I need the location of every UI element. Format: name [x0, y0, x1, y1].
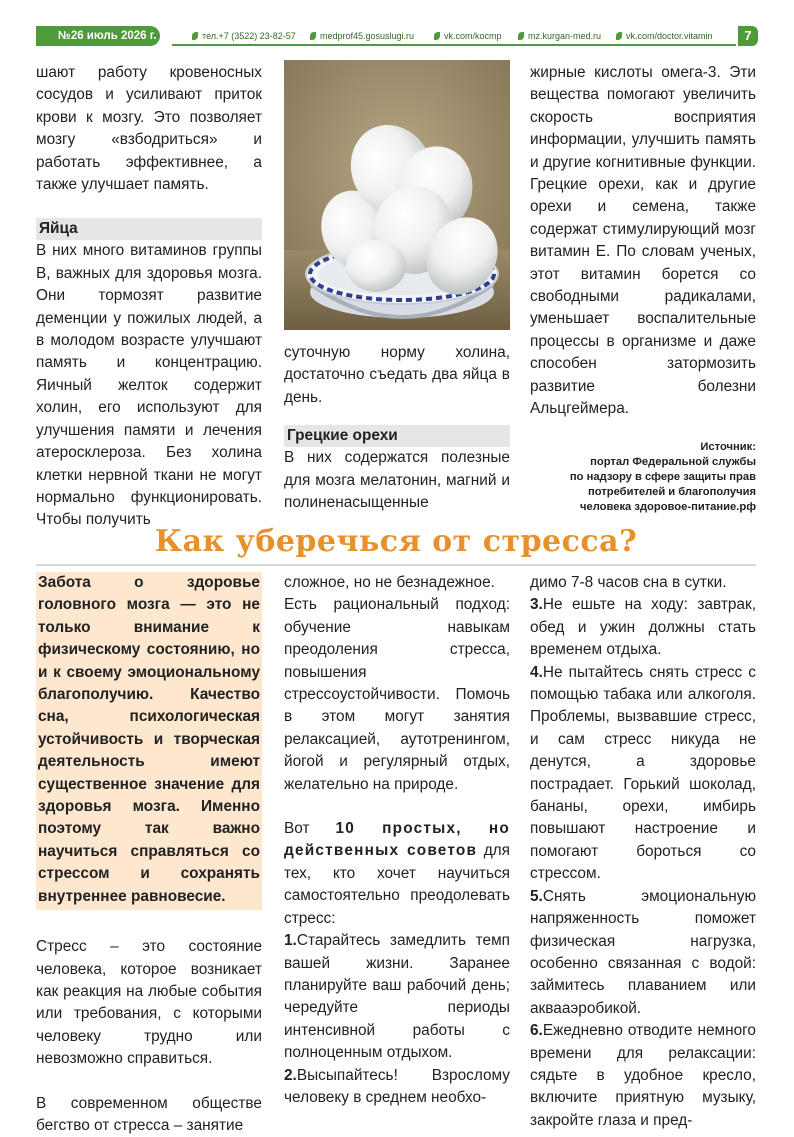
column-2-upper [284, 342, 510, 514]
column-1-lower [36, 572, 262, 1137]
column-2-lower [284, 572, 510, 1109]
eggs-text: В них много витаминов группы В, важных для здоровья мозга. Они тормозят развитие деменции у пожилых людей, а в молодом возрасте улучшают память и концентрацию. Яичный желток содержит холин, его используют для улучшения памяти и лечения атеросклероза. Без холина клетки нервной ткани не могут нормально функционировать. Чтобы получить [36, 242, 262, 529]
rational-approach-text: Есть рациональный подход: обучение навыкам преодоления стресса, повышения стрессоустойчивости. Помочь в этом могут занятия релаксацией, аутотренингом, йогой и регулярный отдых, желательно на природе. [284, 596, 510, 793]
column-3-lower [530, 572, 756, 1132]
walnuts-text: В них содержатся полезные для мозга мелатонин, магний и полиненасыщенные [284, 449, 510, 512]
tip-number: 1. [284, 932, 297, 950]
contact-phone: тел.+7 (3522) 23-82-57 [192, 30, 296, 42]
tip-5 [530, 886, 756, 1020]
source-line: потребителей и благополучия [587, 486, 756, 498]
page-header [0, 0, 794, 48]
eggs-text-continued: суточную норму холина, достаточно съедать два яйца в день. [284, 344, 510, 406]
column-1-upper [36, 62, 262, 532]
tips-intro-text [284, 818, 510, 930]
source-credit [520, 440, 756, 515]
eggs-bowl-photo [284, 60, 510, 330]
tip-number: 5. [530, 887, 543, 905]
col1-intro-text: шают работу кровеносных сосудов и усиливают приток крови к мозгу. Это позволяет мозгу «взбодриться» и работать эффективнее, а также улучшает память. [36, 64, 262, 194]
eggs-illustration [284, 60, 510, 330]
page-number: 7 [738, 26, 758, 46]
tips-intro-start: Вот [284, 820, 336, 838]
tip-2-continued: димо 7-8 часов сна в сутки. [530, 574, 727, 591]
source-line: портал Федеральной службы [590, 456, 756, 468]
stress-definition-text: Стресс – это состояние человека, которое возникает как реакция на любые события или требования, с которыми человеку трудно или невозможно справиться. [36, 938, 262, 1068]
tip-number: 4. [530, 663, 543, 681]
tip-text: Не ешьте на ходу: завтрак, обед и ужин должны стать временем отдыха. [530, 596, 756, 659]
contact-website-kurgan-med[interactable]: mz.kurgan-med.ru [518, 30, 601, 42]
tip-number: 6. [530, 1022, 543, 1040]
contact-vk-doctor-vitamin[interactable]: vk.com/doctor.vitamin [616, 30, 713, 42]
source-label: Источник: [700, 441, 756, 453]
contact-website-medprof[interactable]: medprof45.gosuslugi.ru [310, 30, 414, 42]
not-hopeless-text: сложное, но не безнадежное. [284, 574, 495, 591]
tip-number: 3. [530, 596, 543, 614]
tip-1 [284, 930, 510, 1064]
source-line: человека здоровое-питание.рф [580, 501, 756, 513]
column-3-upper [530, 62, 756, 421]
walnuts-heading: Грецкие орехи [284, 425, 510, 447]
walnuts-text-continued: жирные кислоты омега-3. Эти вещества помогают увеличить скорость восприятия информации, улучшить память и другие когнитивные функции. Грецкие орехи, как и другие орехи и семена, также содержат стимулирующий мозг витамин Е. По словам ученых, этот витамин борется со свободными радикалами, уменьшает воспалительные процессы в организме и даже способен затормозить развитие болезни Альцгеймера. [530, 64, 756, 418]
contact-bar [172, 30, 736, 44]
contact-vk-kocmp[interactable]: vk.com/kocmp [434, 30, 502, 42]
issue-badge: №26 июль 2026 г. [36, 26, 160, 46]
tips-intro-emphasis: 10 простых, но действенных советов [284, 820, 511, 860]
tip-2 [284, 1065, 510, 1110]
tip-text: Снять эмоциональную напряженность поможет физическая нагрузка, особенно связанная с водой: займитесь плаванием или аквааэробикой. [530, 887, 756, 1017]
tip-text: Не пытайтесь снять стресс с помощью табака или алкоголя. Проблемы, вызвавшие стресс, и сам стресс никуда не денутся, а здоровье пострадает. Горький шоколад, бананы, орехи, имбирь повышают настроение и помогают бороться со стрессом. [530, 663, 756, 883]
tips-intro-end: для тех, кто хочет научиться самостоятельно преодолевать стресс: [284, 842, 510, 927]
tip-number: 2. [284, 1066, 297, 1084]
lead-paragraph: Забота о здоровье головного мозга — это не только внимание к физическому состоянию, но и к своему эмоциональному благополучию. Качество сна, психологическая устойчивость и творческая деятельность имеют существенное значение для здоровья мозга. Именно поэтому так важно научиться справляться со стрессом и сохранять внутреннее равновесие. [36, 572, 262, 910]
tip-3 [530, 594, 756, 661]
tip-4 [530, 662, 756, 886]
tip-text: Старайтесь замедлить темп вашей жизни. Заранее планируйте ваш рабочий день; чередуйте периоды интенсивной работы с полноценным отдыхом. [284, 932, 510, 1062]
header-rule [172, 44, 736, 46]
tip-text: Ежедневно отводите немного времени для релаксации: сядьте в удобное кресло, включите приятную музыку, закройте глаза и пред- [530, 1022, 756, 1129]
headline-rule [36, 564, 756, 566]
source-line: по надзору в сфере защиты прав [569, 471, 756, 483]
modern-society-text: В современном обществе бегство от стресса – занятие [36, 1094, 262, 1134]
eggs-heading: Яйца [36, 218, 262, 240]
tip-6 [530, 1020, 756, 1132]
tip-text: Высыпайтесь! Взрослому человеку в среднем необхо- [284, 1066, 510, 1106]
article-headline: Как уберечься от стресса? [154, 524, 638, 559]
